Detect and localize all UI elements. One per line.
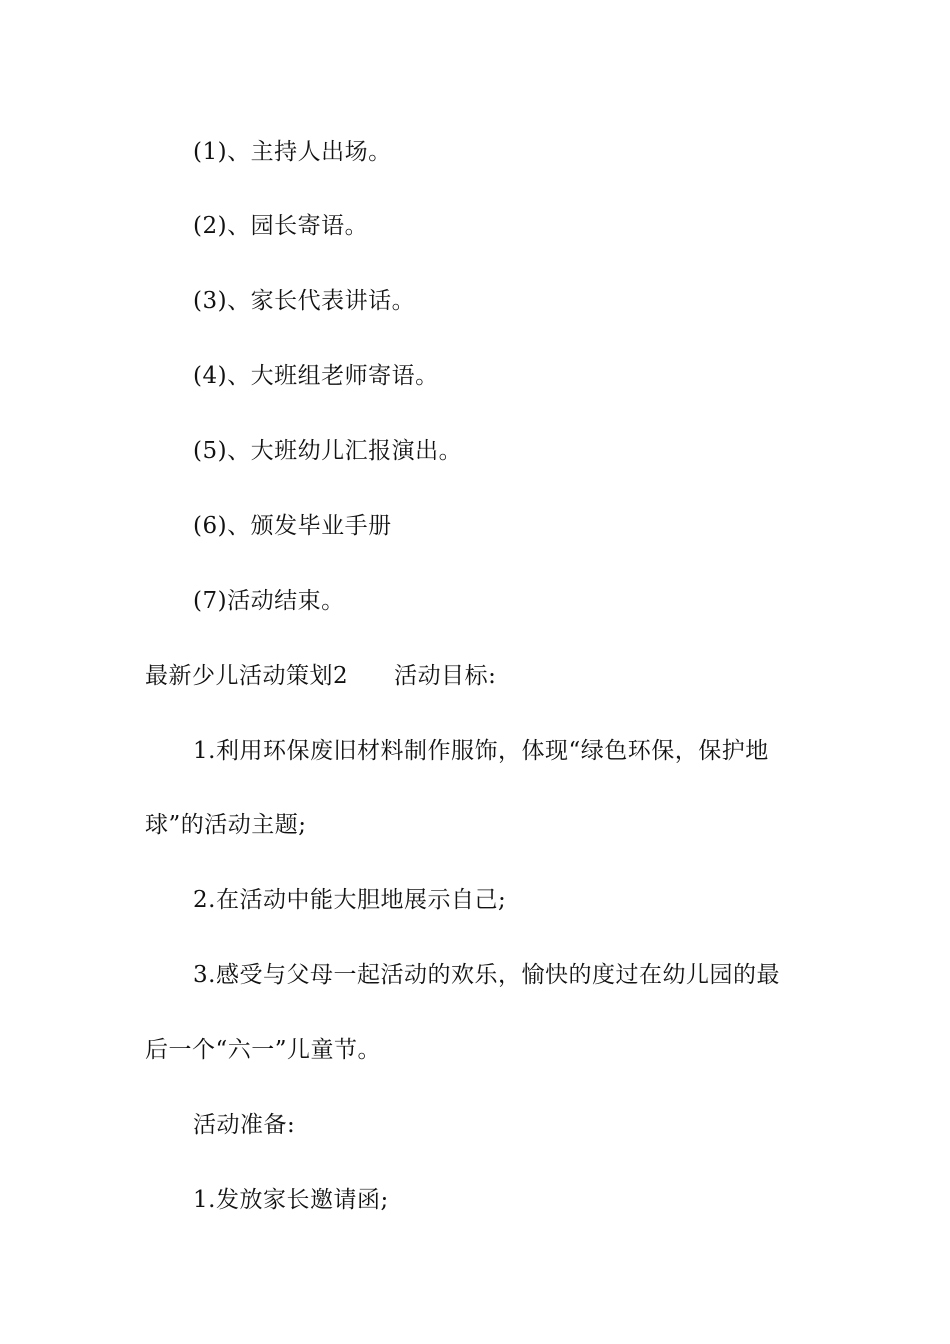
program-item-7: (7)活动结束。 — [193, 588, 345, 614]
section-heading-line — [145, 661, 496, 691]
preparation-heading: 活动准备: — [193, 1112, 296, 1138]
program-item-2: (2)、园长寄语。 — [193, 213, 369, 239]
goal-item-3: 3.感受与父母一起活动的欢乐，愉快的度过在幼儿园的最 — [193, 962, 780, 988]
goal-item-1-continued: 球”的活动主题; — [145, 812, 307, 838]
program-item-3: (3)、家长代表讲话。 — [193, 288, 416, 314]
goal-item-3-continued: 后一个“六一”儿童节。 — [145, 1037, 382, 1063]
goal-item-1: 1.利用环保废旧材料制作服饰，体现“绿色环保，保护地 — [193, 738, 769, 764]
program-item-4: (4)、大班组老师寄语。 — [193, 363, 439, 389]
program-item-5: (5)、大班幼儿汇报演出。 — [193, 438, 463, 464]
section-subheading: 活动目标: — [394, 663, 497, 689]
program-item-6: (6)、颁发毕业手册 — [193, 513, 392, 539]
section-heading: 最新少儿活动策划2 — [145, 663, 349, 689]
program-item-1: (1)、主持人出场。 — [193, 139, 392, 165]
preparation-item-1: 1.发放家长邀请函; — [193, 1187, 389, 1213]
goal-item-2: 2.在活动中能大胆地展示自己; — [193, 887, 507, 913]
